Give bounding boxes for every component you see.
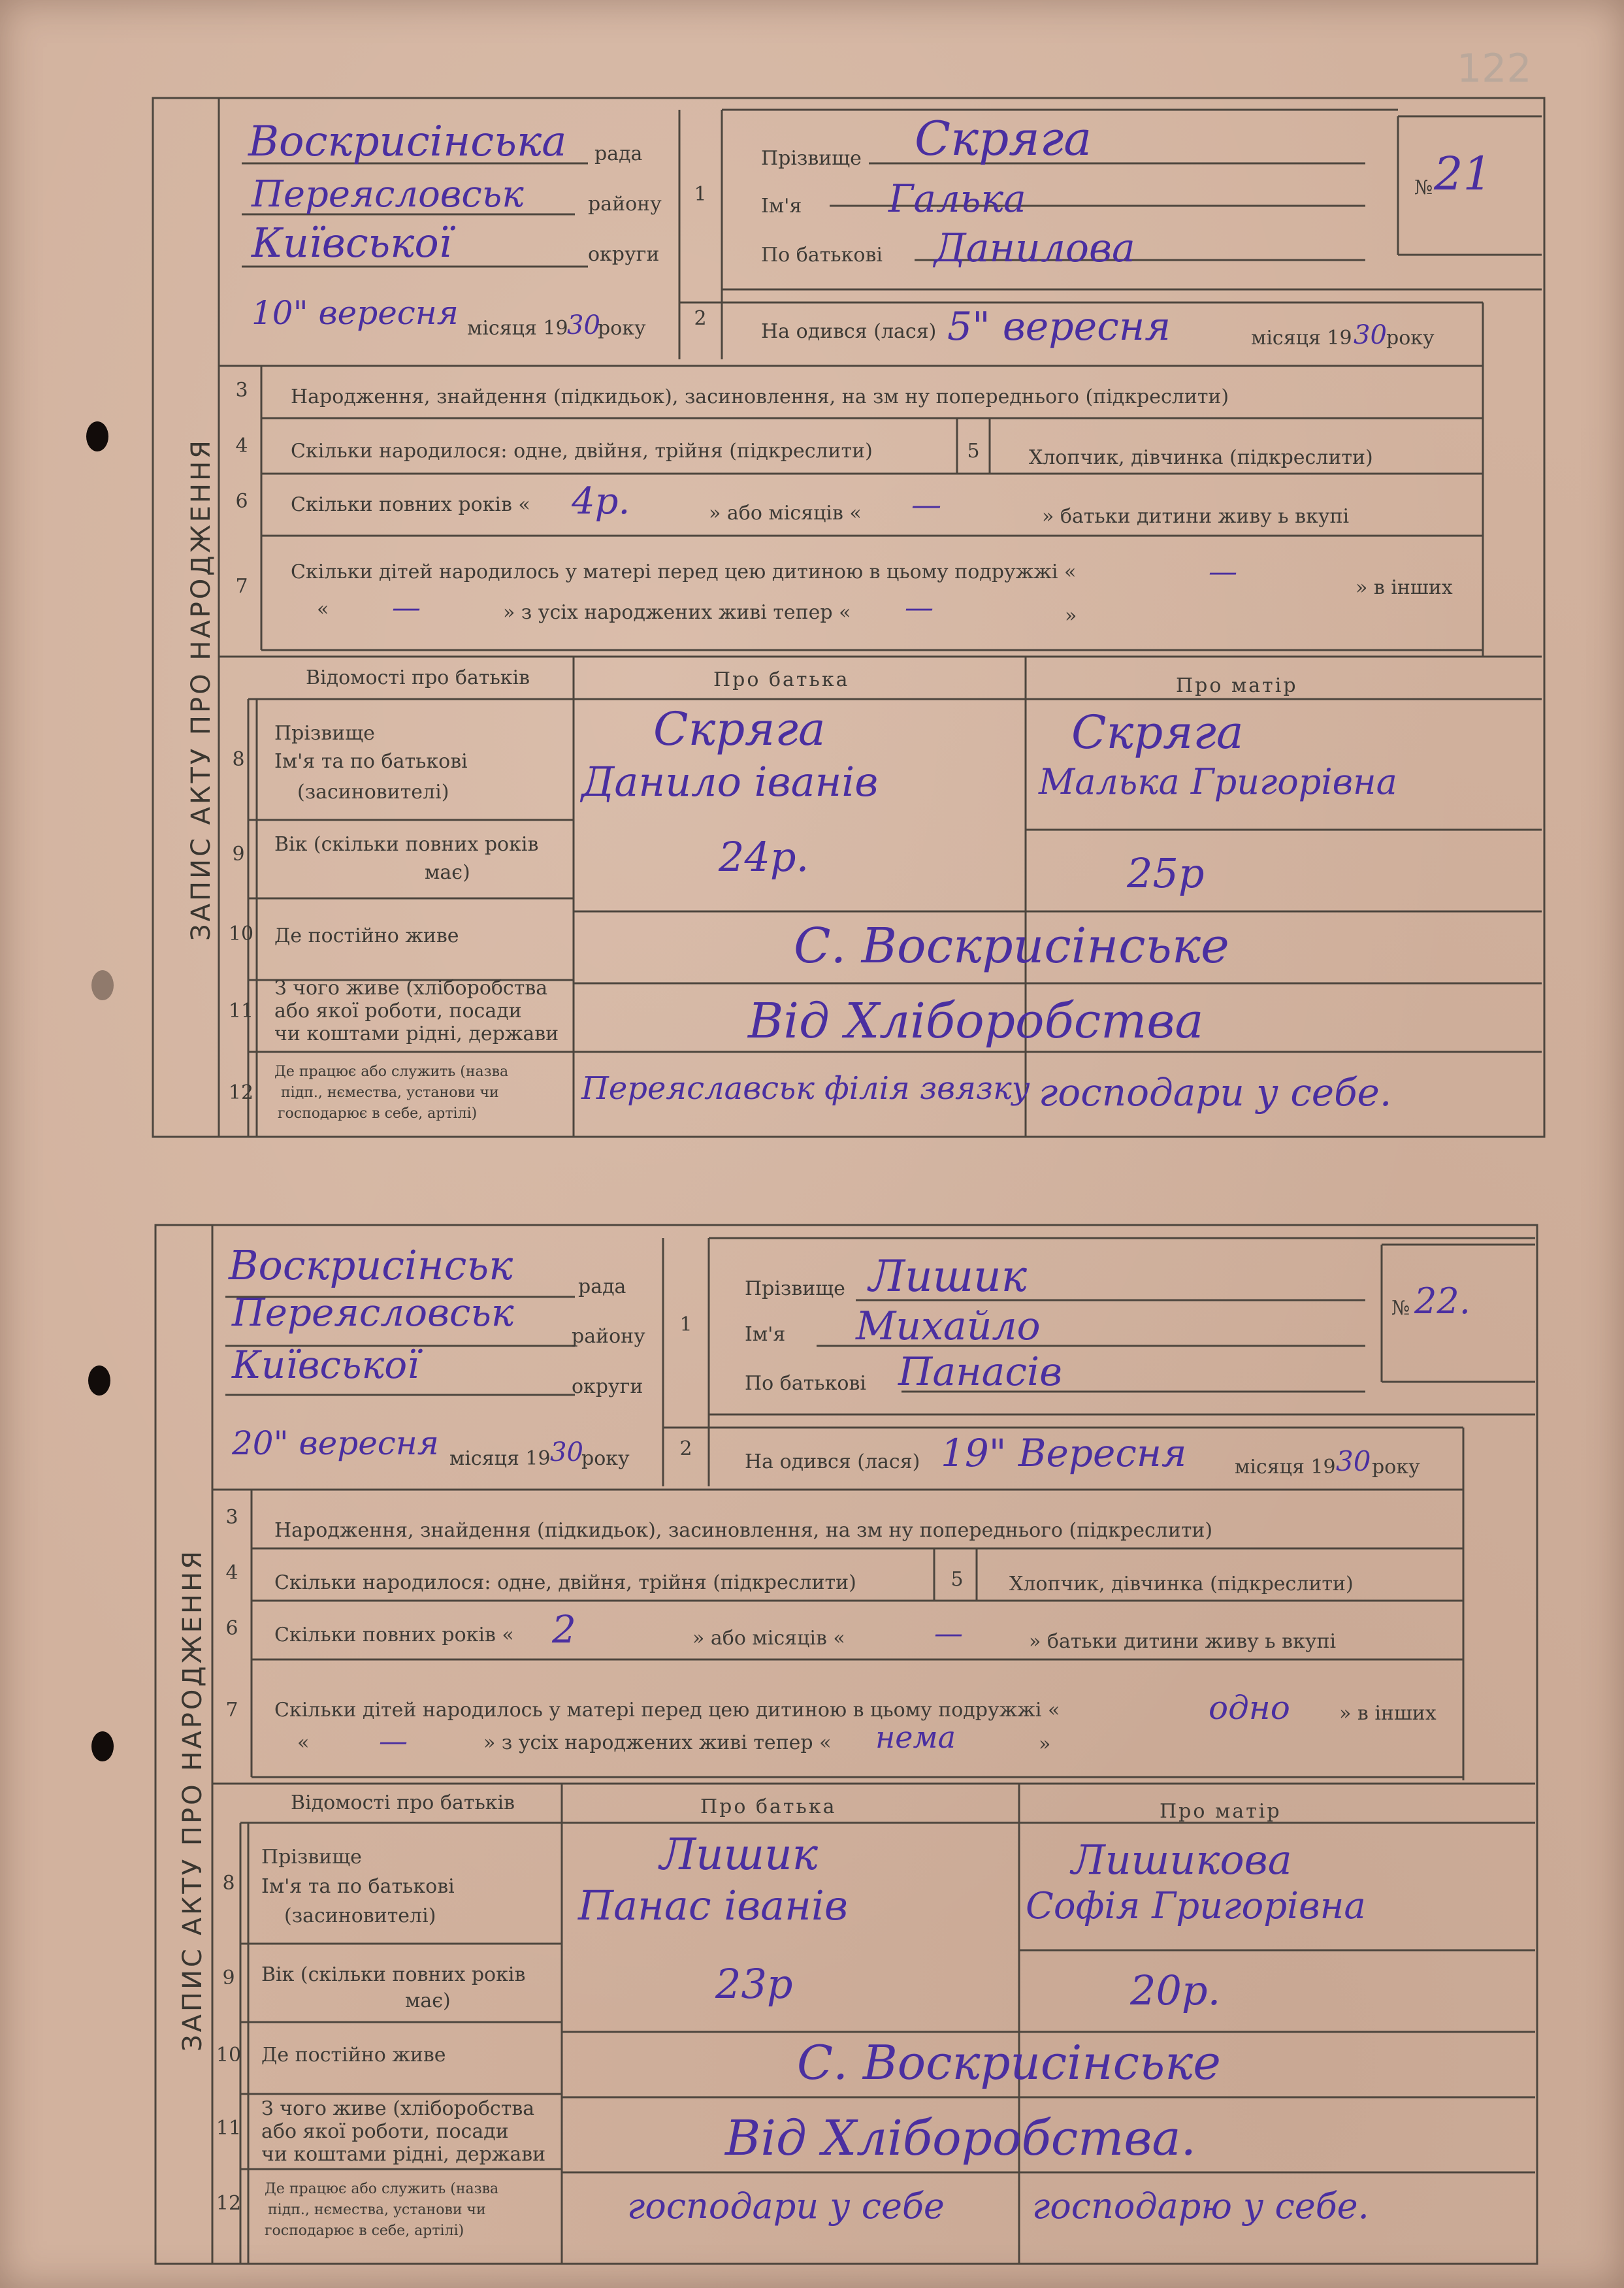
record-2-birth-year[interactable]: 30: [1336, 1445, 1371, 1477]
record-1-row7c: «: [317, 598, 329, 621]
record-2-row6b: » або місяців «: [692, 1627, 845, 1650]
record-1-num-4: 4: [235, 434, 248, 457]
record-1-num-12: 12: [228, 1081, 254, 1104]
record-2-children-other[interactable]: —: [379, 1725, 408, 1758]
record-2-surname-label: Прізвище: [745, 1277, 845, 1300]
record-1-num-3: 3: [235, 379, 248, 402]
record-1-birth-month-label: місяця 19: [1251, 327, 1352, 350]
record-1-rada-value[interactable]: Воскрисінська: [248, 118, 567, 166]
record-1-side-title: ЗАПИС АКТУ ПРО НАРОДЖЕННЯ: [186, 438, 216, 941]
record-2-num-9: 9: [222, 1967, 235, 1989]
record-1-r9-l1: Вік (скільки повних років: [274, 833, 539, 856]
record-2-num-5: 5: [950, 1568, 964, 1591]
record-2-r9-l1: Вік (скільки повних років: [261, 1963, 526, 1986]
record-2-r12-l1: Де працює або служить (назва: [265, 2181, 499, 2197]
record-2-hdr-mother: Про матір: [1160, 1800, 1282, 1823]
record-1-name-label: Ім'я: [761, 195, 802, 218]
record-2-mother-age[interactable]: 20р.: [1130, 1967, 1221, 2014]
record-1-num-11: 11: [228, 1000, 254, 1022]
record-2-birth-year-label: року: [1372, 1456, 1420, 1479]
record-1-hdr-father: Про батька: [713, 668, 850, 691]
record-1-number[interactable]: 21: [1434, 147, 1493, 201]
record-2-r12-l3: господарює в себе, артілі): [265, 2223, 464, 2239]
record-1-row4: Скільки народилося: одне, двійня, трійня (підкреслити): [291, 440, 873, 463]
record-2-row6c: » батьки дитини живу ь вкупі: [1029, 1630, 1337, 1653]
record-2-r9-l2: має): [405, 1989, 451, 2012]
record-1-num-10: 10: [228, 923, 254, 945]
record-2-months-together[interactable]: —: [934, 1617, 963, 1650]
record-1-num-6: 6: [235, 490, 248, 513]
record-2-r11-l2: або якої роботи, посади: [261, 2120, 509, 2143]
record-2-num-2: 2: [679, 1437, 692, 1460]
record-1-raion-label: району: [588, 193, 662, 216]
record-1-r11-l1: З чого живе (хліборобства: [274, 977, 548, 1000]
record-1-row3: Народження, знайдення (підкидьок), засиновлення, на зм ну попереднього (підкреслити): [291, 385, 1229, 408]
record-2-hdr-info: Відомості про батьків: [291, 1791, 515, 1814]
record-1-months-together[interactable]: —: [911, 487, 941, 522]
record-2-mother-work[interactable]: господарю у себе.: [1032, 2185, 1369, 2227]
record-2-row7a: Скільки дітей народилось у матері перед цею дитиною в цьому подружжі «: [274, 1699, 1060, 1722]
record-2-no-label: №: [1391, 1297, 1410, 1320]
record-2-row7e: »: [1039, 1733, 1051, 1756]
record-1-raion-value[interactable]: Переясловськ: [252, 173, 524, 216]
record-2-livelihood[interactable]: Від Хліборобства.: [725, 2110, 1197, 2166]
record-2-row4: Скільки народилося: одне, двійня, трійня (підкреслити): [274, 1571, 856, 1594]
record-2-row7d: » з усіх народжених живі тепер «: [483, 1731, 832, 1754]
record-1-mother-work[interactable]: господари у себе.: [1039, 1070, 1392, 1115]
record-2-r8-l1: Прізвище: [261, 1846, 362, 1869]
record-1-num-1: 1: [694, 183, 707, 206]
record-1-num-9: 9: [232, 843, 245, 866]
record-1-patronymic-label: По батькові: [761, 244, 883, 267]
record-2-father-name[interactable]: Панас іванів: [578, 1882, 848, 1929]
record-2-reg-year[interactable]: 30: [550, 1437, 583, 1467]
record-1-residence[interactable]: С. Воскрисінське: [794, 918, 1229, 974]
record-2-num-3: 3: [225, 1506, 238, 1529]
record-2-patronymic-label: По батькові: [745, 1372, 866, 1395]
record-2-birth-month-label: місяця 19: [1235, 1456, 1336, 1479]
record-2-num-7: 7: [225, 1699, 238, 1722]
record-1-r9-l2: має): [425, 861, 470, 884]
record-2-r11-l3: чи коштами рідні, держави: [261, 2143, 546, 2166]
record-1-surname[interactable]: Скряга: [915, 111, 1092, 166]
record-1-row7d: » з усіх народжених живі тепер «: [503, 601, 851, 624]
record-1-reg-year[interactable]: 30: [567, 310, 600, 340]
record-2-hdr-father: Про батька: [700, 1795, 837, 1818]
record-1-livelihood[interactable]: Від Хліборобства: [748, 993, 1204, 1049]
record-2-row7c: «: [297, 1731, 310, 1754]
record-2-num-1: 1: [679, 1313, 692, 1336]
binding-hole-2: [91, 970, 114, 1000]
binding-hole-3: [88, 1365, 110, 1396]
record-1-row7a: Скільки дітей народилось у матері перед цею дитиною в цьому подружжі «: [291, 561, 1077, 583]
record-2-father-surname[interactable]: Лишик: [660, 1829, 819, 1880]
record-2-reg-month-label: місяця 19: [449, 1447, 551, 1470]
record-2-children-alive[interactable]: нема: [875, 1720, 956, 1755]
record-1-num-8: 8: [232, 748, 245, 771]
record-2-side-title: ЗАПИС АКТУ ПРО НАРОДЖЕННЯ: [178, 1548, 208, 2051]
record-2-okrug-value[interactable]: Київської: [232, 1343, 419, 1387]
record-2-reg-year-label: року: [581, 1447, 630, 1470]
record-1-r8-l2: Ім'я та по батькові: [274, 750, 468, 773]
record-1-r12-l3: господарює в себе, артілі): [278, 1105, 478, 1122]
record-1-father-work[interactable]: Переяславськ філія звязку: [581, 1070, 1030, 1107]
record-1-hdr-mother: Про матір: [1176, 674, 1298, 697]
record-2-r12-l2: підп., нємества, установи чи: [268, 2202, 486, 2218]
record-1-birth-year-label: року: [1386, 327, 1435, 350]
record-2-row7b: » в інших: [1339, 1702, 1437, 1725]
binding-hole-4: [91, 1731, 114, 1761]
record-1-name[interactable]: Галька: [888, 176, 1026, 221]
record-1-row7b: » в інших: [1356, 576, 1453, 599]
record-1-okrug-label: округи: [588, 243, 660, 266]
record-2-surname[interactable]: Лишик: [869, 1251, 1028, 1301]
record-2-rada-value[interactable]: Воскрисінськ: [229, 1241, 513, 1289]
record-1-r11-l3: чи коштами рідні, держави: [274, 1022, 559, 1045]
record-2-mother-name[interactable]: Софія Григорівна: [1026, 1885, 1366, 1927]
record-1-r8-l1: Прізвище: [274, 722, 375, 745]
record-2-number[interactable]: 22.: [1414, 1281, 1470, 1322]
record-1-years-together[interactable]: 4р.: [572, 480, 630, 523]
record-1-mother-surname[interactable]: Скряга: [1071, 706, 1244, 759]
record-1-birth-day[interactable]: 5" вересня: [947, 304, 1171, 350]
record-2-num-11: 11: [216, 2117, 242, 2140]
record-1-num-5: 5: [967, 440, 980, 463]
record-2-row3: Народження, знайдення (підкидьок), засиновлення, на зм ну попереднього (підкреслити): [274, 1519, 1213, 1542]
record-1-okrug-value[interactable]: Київської: [252, 219, 452, 267]
record-1-row6c: » батьки дитини живу ь вкупі: [1042, 505, 1350, 528]
record-1-mother-name[interactable]: Малька Григорівна: [1039, 761, 1397, 802]
record-2-father-age[interactable]: 23р: [715, 1960, 793, 2008]
record-1-row6b: » або місяців «: [709, 502, 862, 525]
record-1-surname-label: Прізвище: [761, 147, 862, 170]
record-2-num-8: 8: [222, 1872, 235, 1895]
record-1-num-2: 2: [694, 307, 707, 330]
record-2-reg-day[interactable]: 20" вересня: [232, 1424, 439, 1462]
record-2-name-label: Ім'я: [745, 1323, 786, 1346]
record-2-rada-label: рада: [578, 1275, 626, 1298]
binding-hole-1: [86, 421, 108, 451]
record-1-no-label: №: [1414, 176, 1433, 199]
record-2-mother-surname[interactable]: Лишикова: [1071, 1836, 1292, 1884]
record-2-patronymic[interactable]: Панасів: [898, 1349, 1063, 1395]
record-1-num-7: 7: [235, 575, 248, 598]
record-1-born-label: На одився (лася): [761, 320, 937, 343]
record-1-r11-l2: або якої роботи, посади: [274, 1000, 522, 1022]
record-2-birth-day[interactable]: 19" Вересня: [941, 1431, 1187, 1475]
record-2-name[interactable]: Михайло: [856, 1303, 1041, 1349]
record-2-num-4: 4: [225, 1561, 238, 1584]
record-2-children-this[interactable]: одно: [1209, 1689, 1290, 1727]
record-2-r8-l3: (засиновителі): [284, 1904, 436, 1927]
page-number: 122: [1457, 46, 1532, 91]
record-2-residence[interactable]: С. Воскрисінське: [797, 2035, 1221, 2090]
record-2-raion-label: району: [572, 1325, 645, 1348]
record-1-patronymic[interactable]: Данилова: [934, 225, 1135, 271]
record-2-father-work[interactable]: господари у себе: [627, 2185, 945, 2227]
record-2-years-together[interactable]: 2: [552, 1607, 576, 1652]
record-1-rada-label: рада: [594, 142, 643, 165]
record-1-father-age[interactable]: 24р.: [719, 833, 809, 881]
record-2-num-6: 6: [225, 1617, 238, 1640]
record-1-reg-year-label: року: [598, 317, 646, 340]
record-1-r12-l1: Де працює або служить (назва: [274, 1064, 509, 1080]
record-1-r12-l2: підп., нємества, установи чи: [281, 1085, 499, 1101]
record-1-r8-l3: (засиновителі): [297, 781, 449, 804]
record-1-row7e: »: [1065, 604, 1077, 627]
record-1-mother-age[interactable]: 25р: [1127, 849, 1205, 897]
record-1-row6a: Скільки повних років «: [291, 493, 530, 516]
record-1-reg-day[interactable]: 10" вересня: [252, 294, 459, 332]
record-1-hdr-info: Відомості про батьків: [306, 666, 530, 689]
record-1-children-other[interactable]: —: [392, 591, 421, 625]
record-2-num-12: 12: [216, 2192, 242, 2215]
record-1-r10: Де постійно живе: [274, 924, 459, 947]
record-1-reg-month-label: місяця 19: [467, 317, 568, 340]
record-2-num-10: 10: [216, 2044, 242, 2067]
record-2-r8-l2: Ім'я та по батькові: [261, 1875, 455, 1898]
record-2-born-label: На одився (лася): [745, 1450, 920, 1473]
record-2-okrug-label: округи: [572, 1375, 643, 1398]
record-2-row6a: Скільки повних років «: [274, 1624, 514, 1646]
record-2-row5: Хлопчик, дівчинка (підкреслити): [1009, 1573, 1354, 1595]
record-2-raion-value[interactable]: Переясловськ: [232, 1290, 514, 1335]
record-1-father-name[interactable]: Данило іванів: [581, 758, 879, 806]
record-1-birth-year[interactable]: 30: [1354, 320, 1387, 350]
record-1-row5: Хлопчик, дівчинка (підкреслити): [1029, 446, 1373, 469]
record-1-children-alive[interactable]: —: [905, 591, 934, 625]
record-2-r10: Де постійно живе: [261, 2044, 446, 2067]
record-2-r11-l1: З чого живе (хліборобства: [261, 2097, 535, 2120]
record-1-father-surname[interactable]: Скряга: [653, 702, 826, 756]
record-1-children-this[interactable]: —: [1209, 555, 1237, 589]
